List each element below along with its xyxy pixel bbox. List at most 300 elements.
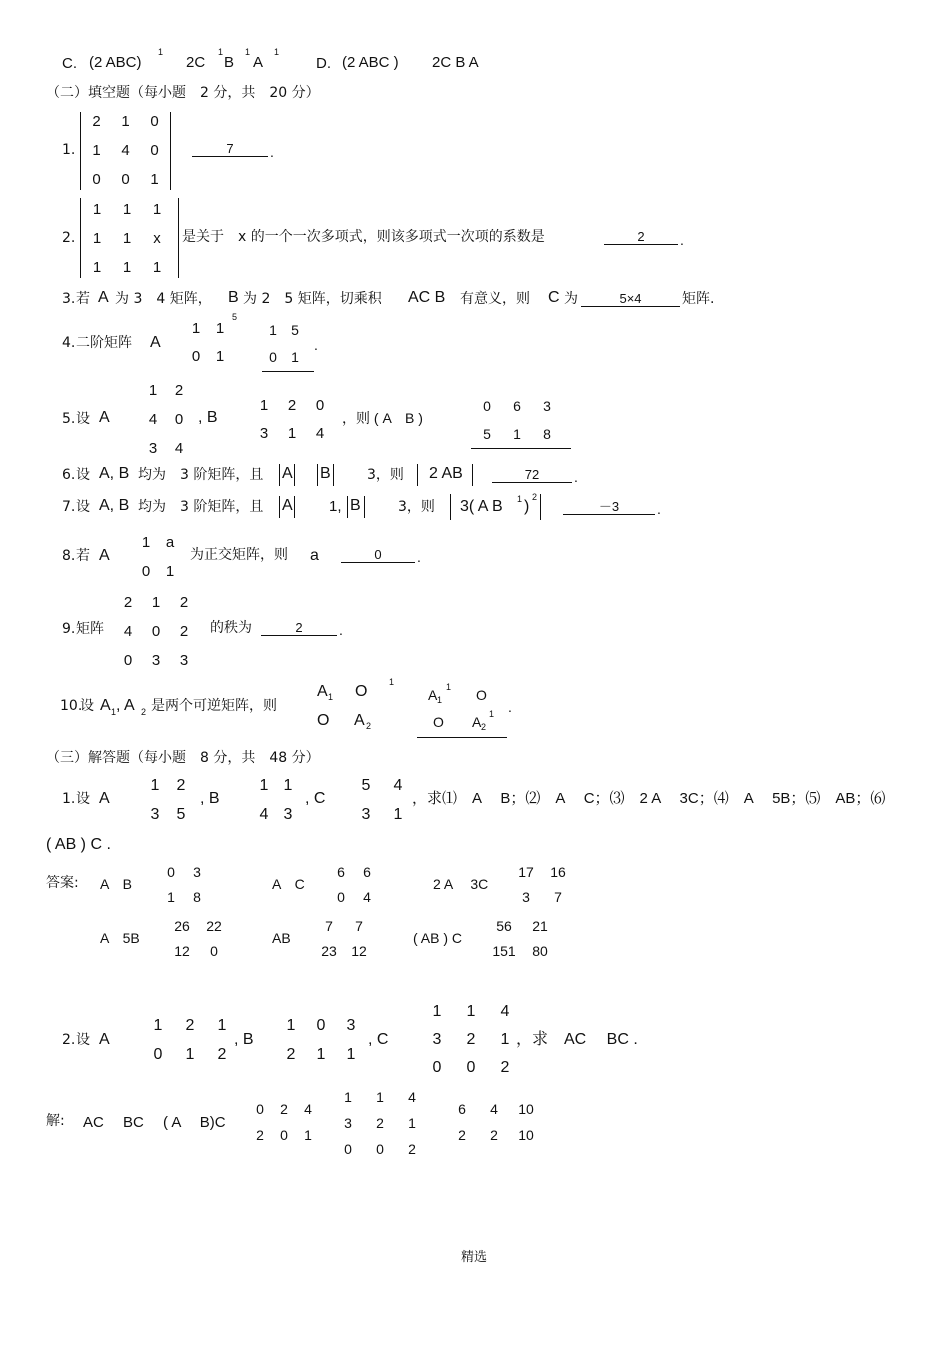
q9-t1: 矩阵	[76, 621, 104, 637]
q10-a11-sup: 1	[446, 682, 452, 692]
matrix-row	[446, 1101, 542, 1127]
q7-sup2: 2	[532, 492, 538, 502]
matrix-row	[82, 171, 169, 200]
q6-abs-b-right	[333, 464, 334, 486]
matrix-row	[252, 777, 300, 806]
matrix-cell: 2	[286, 1046, 296, 1063]
matrix-cell: 10	[518, 1101, 534, 1117]
matrix-cell: 0	[269, 349, 277, 365]
q3-t3: 为 2 5 矩阵，切乘积	[243, 291, 382, 307]
matrix-cell: 6	[513, 398, 521, 414]
q10-a21: O	[433, 714, 444, 730]
matrix-row	[332, 1141, 428, 1167]
matrix-row	[248, 1127, 320, 1153]
matrix-cell: 2	[458, 1127, 466, 1143]
matrix-row	[276, 1046, 366, 1075]
matrix-cell: 3	[259, 425, 269, 442]
matrix-cell: 5	[483, 426, 491, 442]
matrix-cell: 1	[122, 201, 132, 218]
q10-a11: A	[428, 687, 438, 703]
matrix-cell: 0	[121, 171, 130, 188]
p1-B: , B	[200, 790, 220, 807]
q8-t2: 为正交矩阵，则	[190, 547, 288, 563]
q1-determinant	[82, 113, 169, 200]
matrix-row	[158, 889, 210, 914]
matrix-cell: 2	[92, 113, 101, 130]
q5-A: A	[99, 409, 110, 426]
matrix-cell: 12	[351, 943, 367, 959]
q2-answer: 2	[604, 230, 678, 245]
q3-number: 3.	[62, 291, 76, 307]
p1-r3-label: 2 A 3C	[433, 876, 489, 892]
matrix-cell: 4	[393, 777, 403, 794]
matrix-row	[184, 320, 232, 348]
q4-number: 4.	[62, 335, 76, 351]
q7-AB: A, B	[99, 497, 130, 514]
p1-matrix-C	[350, 777, 414, 835]
q7-abs-b-left	[347, 496, 348, 518]
matrix-row	[262, 322, 306, 349]
matrix-cell: 3	[344, 1115, 352, 1131]
q8-answer: 0	[341, 548, 415, 563]
matrix-row	[82, 201, 172, 230]
p2-A: A	[99, 1031, 110, 1048]
matrix-row	[248, 1101, 320, 1127]
matrix-cell: 0	[150, 113, 159, 130]
matrix-cell: 0	[344, 1141, 352, 1157]
matrix-cell: 1	[150, 171, 159, 188]
q3-t4: 有意义，则	[460, 291, 530, 307]
matrix-cell: 4	[408, 1089, 416, 1105]
matrix-cell: 5	[176, 806, 186, 823]
p2-B: , B	[234, 1031, 254, 1048]
q3-A: A	[98, 289, 109, 306]
matrix-cell: 1	[92, 230, 102, 247]
matrix-cell: 1	[286, 1017, 296, 1034]
matrix-row	[142, 806, 194, 835]
q1-det-right-bar	[170, 112, 171, 190]
matrix-row	[142, 777, 194, 806]
matrix-cell: 8	[543, 426, 551, 442]
matrix-row	[140, 411, 192, 440]
matrix-row	[446, 1127, 542, 1153]
matrix-cell: 1	[393, 806, 403, 823]
matrix-row	[142, 1017, 238, 1046]
q8-A: A	[99, 547, 110, 564]
matrix-cell: 0	[141, 563, 151, 580]
q9-number: 9.	[62, 621, 76, 637]
matrix-cell: 1	[153, 1017, 163, 1034]
matrix-row	[166, 918, 230, 943]
p2-matrix-A	[142, 1017, 238, 1075]
matrix-cell: 3	[543, 398, 551, 414]
matrix-cell: 0	[466, 1059, 476, 1076]
q9-matrix	[114, 594, 198, 681]
p1-r4-matrix	[166, 918, 230, 968]
matrix-row	[332, 1089, 428, 1115]
q5-matrix-A	[140, 382, 192, 469]
matrix-cell: 1	[92, 142, 101, 159]
q3-answer: 5×4	[581, 292, 680, 307]
matrix-cell: 0	[280, 1127, 288, 1143]
matrix-cell: 3	[346, 1017, 356, 1034]
matrix-cell: 1	[283, 777, 293, 794]
q2-text: 是关于 x 的一个一次多项式，则该多项式一次项的系数是	[182, 229, 545, 245]
p1-r5-matrix	[314, 918, 374, 968]
matrix-cell: 1	[150, 777, 160, 794]
matrix-cell: 1	[92, 259, 102, 276]
q7-close: )	[524, 498, 530, 515]
q2-determinant	[82, 201, 172, 288]
p1-A: A	[99, 790, 110, 807]
q10-a22-sup: 1	[489, 709, 495, 719]
matrix-cell: 3	[283, 806, 293, 823]
q10-a12: O	[476, 687, 487, 703]
q4-end: .	[314, 337, 318, 353]
matrix-cell: 5	[361, 777, 371, 794]
q6-t2: 均为 3 阶矩阵，且	[138, 467, 264, 483]
matrix-cell: 1	[151, 594, 161, 611]
matrix-row	[332, 1115, 428, 1141]
matrix-cell: 1	[500, 1031, 510, 1048]
q9-end: .	[339, 622, 343, 638]
matrix-cell: a	[165, 534, 175, 551]
matrix-cell: 0	[191, 348, 201, 365]
matrix-cell: 1	[304, 1127, 312, 1143]
q10-inverse-sup: 1	[389, 677, 395, 687]
matrix-cell: 0	[337, 889, 345, 905]
q10-number: 10.	[60, 698, 83, 714]
option-c-expr: (2 ABC)	[89, 54, 142, 71]
matrix-cell: 16	[550, 864, 566, 880]
matrix-cell: 1	[167, 889, 175, 905]
q8-end: .	[417, 549, 421, 565]
matrix-row	[134, 563, 182, 592]
matrix-row	[82, 230, 172, 259]
p1-r6-matrix	[486, 918, 558, 968]
q6-abs-b-left	[317, 464, 318, 486]
matrix-cell: 1	[148, 382, 158, 399]
option-c-sup3: 1	[245, 47, 251, 57]
q4-exponent: 5	[232, 312, 238, 322]
q1-end: .	[270, 144, 274, 160]
p1-answer-label: 答案:	[46, 875, 79, 891]
q5-answer-matrix	[472, 398, 562, 454]
q6-abs-left	[417, 464, 418, 486]
matrix-cell: 1	[259, 777, 269, 794]
q1-answer: 7	[192, 142, 268, 157]
matrix-cell: 0	[483, 398, 491, 414]
p1-r4-label: A 5B	[100, 930, 140, 946]
p2-solution-matrix-3	[446, 1101, 542, 1153]
matrix-cell: 0	[123, 652, 133, 669]
q6-end: .	[574, 469, 578, 485]
matrix-cell: 4	[121, 142, 130, 159]
q10-sub2: 2	[141, 707, 147, 717]
q8-number: 8.	[62, 548, 76, 564]
matrix-cell: 0	[376, 1141, 384, 1157]
q10-a22-sub: 2	[481, 722, 487, 732]
matrix-row	[134, 534, 182, 563]
matrix-cell: 8	[193, 889, 201, 905]
matrix-cell: 1	[215, 320, 225, 337]
p2-matrix-C	[420, 1003, 522, 1087]
q5-answer-underline	[471, 448, 571, 449]
matrix-row	[184, 348, 232, 376]
matrix-cell: 1	[376, 1089, 384, 1105]
q10-m11-sub: 1	[328, 692, 334, 702]
matrix-cell: 1	[432, 1003, 442, 1020]
matrix-cell: 2	[490, 1127, 498, 1143]
q7-A: A	[282, 497, 293, 514]
p2-t1: 设	[76, 1032, 90, 1048]
matrix-row	[252, 806, 300, 835]
matrix-cell: x	[153, 230, 161, 247]
matrix-cell: 2	[123, 594, 133, 611]
q10-m12: O	[355, 683, 368, 700]
matrix-cell: 22	[206, 918, 222, 934]
option-c-sup2: 1	[218, 47, 224, 57]
matrix-row	[328, 889, 380, 914]
matrix-cell: 56	[496, 918, 512, 934]
q10-a22: A	[472, 714, 482, 730]
q3-ACB: AC B	[408, 289, 446, 306]
q6-abs-right	[472, 464, 473, 486]
matrix-cell: 4	[259, 806, 269, 823]
q7-B: B	[350, 497, 361, 514]
matrix-cell: 1	[344, 1089, 352, 1105]
matrix-cell: 2	[179, 623, 189, 640]
matrix-row	[82, 259, 172, 288]
matrix-cell: 1	[92, 201, 102, 218]
matrix-cell: 1	[191, 320, 201, 337]
q7-end: .	[657, 501, 661, 517]
q6-abs-a-left	[279, 464, 280, 486]
matrix-cell: 0	[167, 864, 175, 880]
p1-r6-label: ( AB ) C	[413, 930, 463, 946]
option-d-label: D.	[316, 55, 331, 72]
matrix-cell: 1	[346, 1046, 356, 1063]
p1-ask2: ( AB ) C .	[46, 836, 111, 853]
matrix-row	[510, 889, 574, 914]
matrix-cell: 3	[151, 652, 161, 669]
q3-t2: 为 3 4 矩阵，	[115, 291, 212, 307]
matrix-cell: 2	[376, 1115, 384, 1131]
q7-abs-right	[540, 494, 541, 520]
q6-t1: 设	[76, 467, 90, 483]
matrix-cell: 2	[176, 777, 186, 794]
matrix-cell: 17	[518, 864, 534, 880]
matrix-cell: 2	[287, 397, 297, 414]
q2-end: .	[680, 232, 684, 248]
q3-t1: 若	[76, 291, 90, 307]
q7-abs-b-right	[364, 496, 365, 518]
q10-A2: , A	[116, 697, 135, 714]
q8-t1: 若	[76, 548, 90, 564]
matrix-cell: 0	[210, 943, 218, 959]
section-heading-fill-in: （二）填空题（每小题 2 分，共 20 分）	[46, 85, 320, 101]
q7-sup1: 1	[517, 494, 523, 504]
q2-det-right-bar	[178, 198, 179, 278]
option-c-b: B	[224, 54, 235, 71]
matrix-cell: 2	[185, 1017, 195, 1034]
q1-det-left-bar	[80, 112, 81, 190]
matrix-row	[114, 623, 198, 652]
matrix-cell: 0	[174, 411, 184, 428]
p1-r2-label: A C	[272, 876, 305, 892]
matrix-cell: 1	[259, 397, 269, 414]
matrix-row	[140, 440, 192, 469]
p1-C: , C	[305, 790, 326, 807]
option-c-sup4: 1	[274, 47, 280, 57]
matrix-cell: 0	[315, 397, 325, 414]
p1-r1-matrix	[158, 864, 210, 914]
q4-A: A	[150, 334, 161, 351]
p1-r1-label: A B	[100, 876, 132, 892]
matrix-cell: 2	[408, 1141, 416, 1157]
q5-text: 设	[76, 411, 90, 427]
matrix-cell: 2	[179, 594, 189, 611]
q3-C: C	[548, 289, 560, 306]
matrix-cell: 1	[291, 349, 299, 365]
matrix-cell: 3	[179, 652, 189, 669]
matrix-cell: 2	[174, 382, 184, 399]
matrix-row	[82, 142, 169, 171]
q6-B: B	[320, 465, 331, 482]
q3-t5: 为	[564, 291, 578, 307]
p2-solution-label: 解:	[46, 1113, 65, 1129]
matrix-cell: 4	[174, 440, 184, 457]
q6-number: 6.	[62, 467, 76, 483]
matrix-cell: 2	[500, 1059, 510, 1076]
q4-text: 二阶矩阵	[76, 335, 132, 351]
matrix-cell: 2	[217, 1046, 227, 1063]
option-c-rhs: 2C	[186, 54, 206, 71]
q10-m22-sub: 2	[366, 721, 372, 731]
matrix-cell: 1	[466, 1003, 476, 1020]
q10-m22: A	[354, 712, 365, 729]
matrix-row	[420, 1031, 522, 1059]
q1-number: 1.	[62, 142, 76, 158]
q7-three: 3，则	[398, 499, 435, 515]
q7-abs-a-left	[279, 496, 280, 518]
matrix-cell: 0	[92, 171, 101, 188]
q4-answer-matrix	[262, 322, 306, 376]
q2-det-left-bar	[80, 198, 81, 278]
p1-r2-matrix	[328, 864, 380, 914]
matrix-cell: 151	[492, 943, 516, 959]
q3-t6: 矩阵.	[682, 291, 715, 307]
matrix-row	[114, 594, 198, 623]
matrix-cell: 1	[152, 259, 162, 276]
matrix-cell: 6	[458, 1101, 466, 1117]
option-c-sup: 1	[158, 47, 164, 57]
matrix-cell: 7	[325, 918, 333, 934]
q10-a11-sub: 1	[437, 695, 443, 705]
p2-C: , C	[368, 1031, 389, 1048]
q6-abs-a-right	[294, 464, 295, 486]
matrix-cell: 0	[316, 1017, 326, 1034]
p1-ask: ，求⑴ A B；⑵ A C；⑶ 2 A 3C；⑷ A 5B；⑸ AB；⑹	[412, 790, 886, 807]
q5-B-label: , B	[198, 409, 218, 426]
matrix-row	[420, 1059, 522, 1087]
matrix-row	[158, 864, 210, 889]
q6-expr: 2 AB	[429, 465, 463, 482]
matrix-cell: 23	[321, 943, 337, 959]
matrix-cell: 0	[432, 1059, 442, 1076]
matrix-cell: 4	[304, 1101, 312, 1117]
q7-t2: 均为 3 阶矩阵，且	[138, 499, 264, 515]
p2-s1: AC BC ( A B)C	[83, 1114, 226, 1131]
footer-text: 精选	[461, 1250, 488, 1265]
matrix-cell: 3	[522, 889, 530, 905]
matrix-cell: 4	[490, 1101, 498, 1117]
q8-matrix	[134, 534, 182, 592]
matrix-cell: 1	[408, 1115, 416, 1131]
matrix-row	[250, 397, 334, 425]
matrix-cell: 1	[121, 113, 130, 130]
q4-answer-underline	[262, 371, 314, 372]
matrix-cell: 1	[185, 1046, 195, 1063]
q5-number: 5.	[62, 411, 76, 427]
q2-number: 2.	[62, 230, 76, 246]
matrix-cell: 1	[217, 1017, 227, 1034]
matrix-cell: 4	[315, 425, 325, 442]
matrix-cell: 1	[141, 534, 151, 551]
matrix-row	[166, 943, 230, 968]
matrix-row	[350, 777, 414, 806]
matrix-cell: 2	[466, 1031, 476, 1048]
matrix-row	[510, 864, 574, 889]
matrix-cell: 1	[316, 1046, 326, 1063]
q10-A1: A	[100, 697, 111, 714]
matrix-cell: 1	[269, 322, 277, 338]
matrix-row	[276, 1017, 366, 1046]
matrix-cell: 0	[151, 623, 161, 640]
matrix-cell: 80	[532, 943, 548, 959]
p2-matrix-B	[276, 1017, 366, 1075]
q7-expr: 3( A B	[460, 498, 503, 515]
matrix-cell: 2	[256, 1127, 264, 1143]
matrix-cell: 0	[150, 142, 159, 159]
q10-sub1: 1	[111, 707, 117, 717]
matrix-row	[314, 943, 374, 968]
matrix-row	[114, 652, 198, 681]
matrix-cell: 1	[152, 201, 162, 218]
p1-matrix-A	[142, 777, 194, 835]
q10-t1: 设	[80, 698, 94, 714]
p2-ask: ，求 AC BC .	[516, 1031, 638, 1048]
p2-solution-matrix-2	[332, 1089, 428, 1167]
q7-one: 1,	[329, 498, 342, 515]
p1-number: 1.	[62, 791, 76, 807]
q8-a: a	[310, 547, 319, 564]
matrix-cell: 0	[153, 1046, 163, 1063]
matrix-row	[314, 918, 374, 943]
matrix-cell: 1	[122, 259, 132, 276]
matrix-row	[142, 1046, 238, 1075]
matrix-cell: 2	[280, 1101, 288, 1117]
matrix-row	[486, 918, 558, 943]
matrix-cell: 6	[363, 864, 371, 880]
matrix-cell: 1	[165, 563, 175, 580]
q9-answer: 2	[261, 621, 337, 636]
option-c-a: A	[253, 54, 264, 71]
matrix-cell: 1	[215, 348, 225, 365]
p1-r3-matrix	[510, 864, 574, 914]
matrix-row	[328, 864, 380, 889]
q7-abs-left	[450, 494, 451, 520]
